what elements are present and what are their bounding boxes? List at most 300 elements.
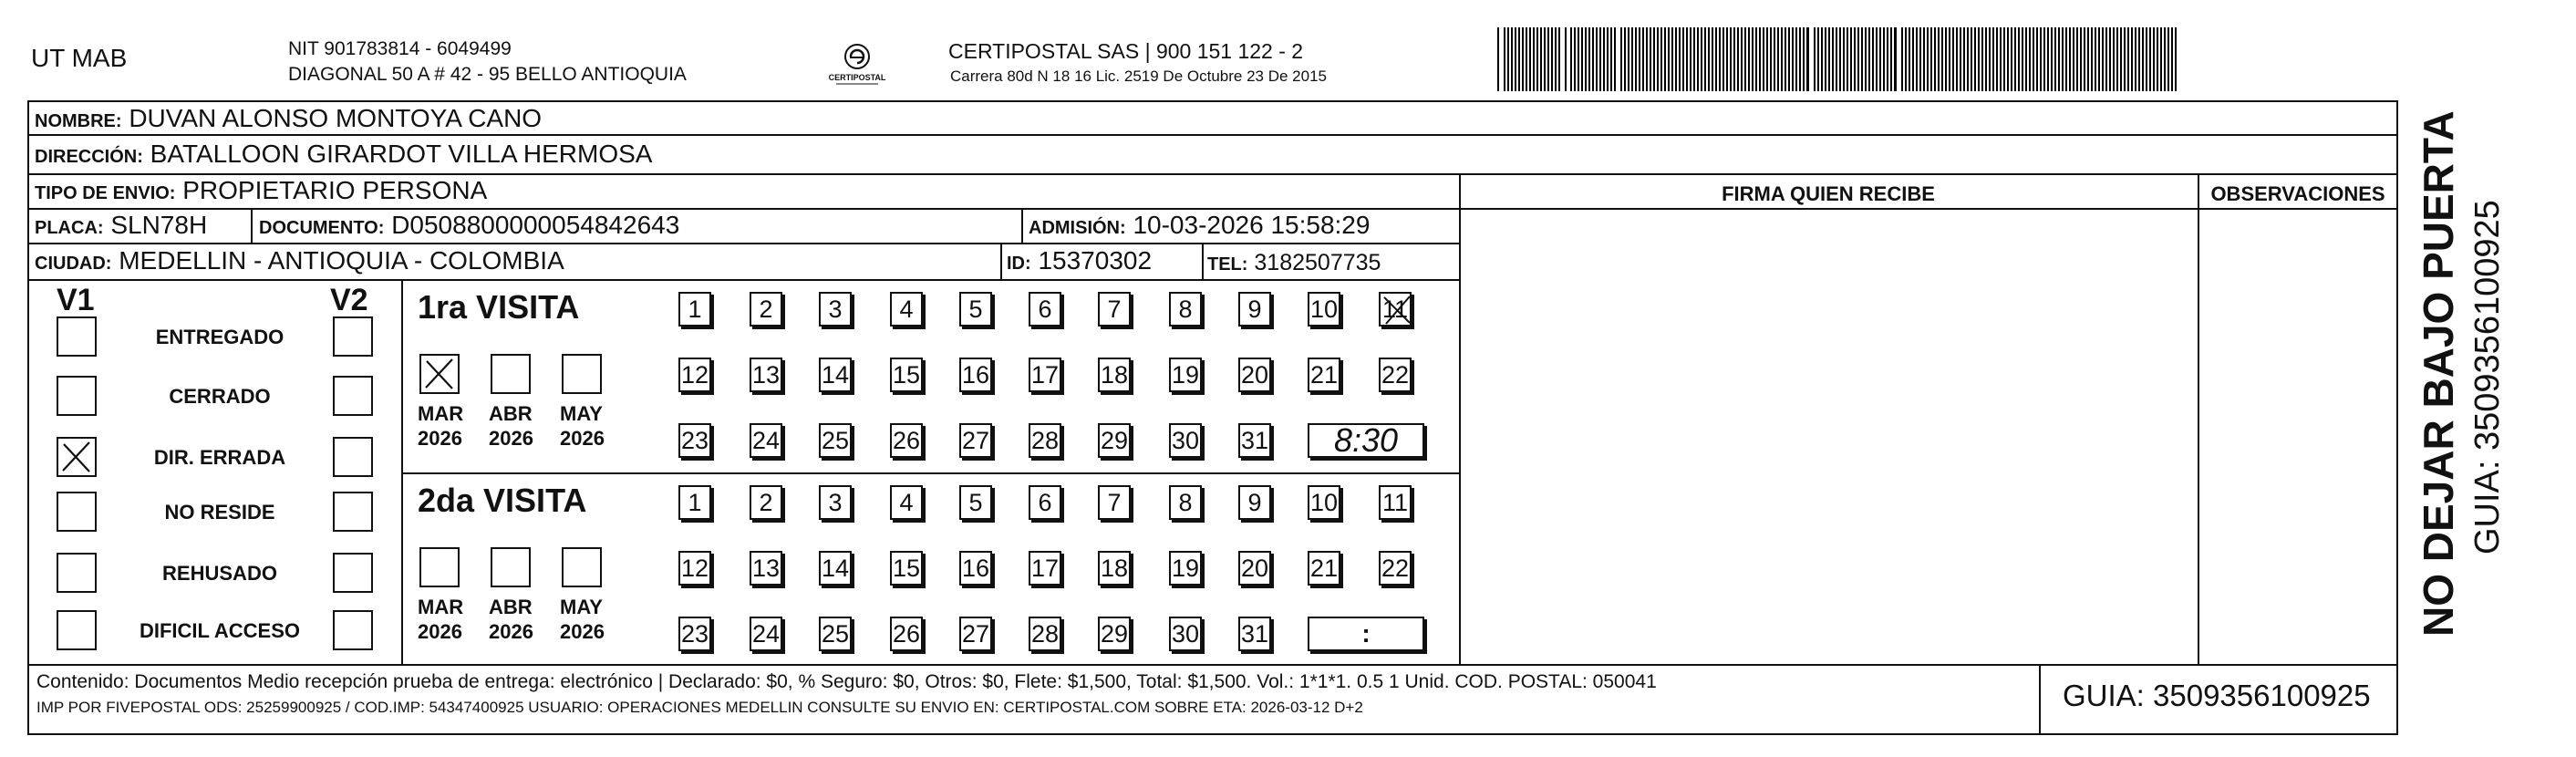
day-box[interactable]: 25 (819, 423, 852, 458)
barcode-bar (2025, 27, 2027, 91)
barcode-bar (2087, 27, 2089, 91)
month-label (418, 595, 463, 644)
barcode-bar (1614, 27, 1616, 91)
barcode-bar (1544, 27, 1546, 91)
barcode-bar (1686, 27, 1688, 91)
barcode-bar (1836, 27, 1837, 91)
v2-checkbox[interactable] (333, 492, 373, 532)
placa-value: SLN78H (110, 211, 208, 239)
barcode-bar (2124, 27, 2126, 91)
tel-value: 3182507735 (1254, 250, 1381, 275)
barcode-bar (1592, 27, 1594, 91)
day-box[interactable]: 3 (819, 292, 852, 327)
barcode-bar (1850, 27, 1852, 91)
barcode-bar (1631, 27, 1633, 91)
day-box[interactable]: 21 (1308, 358, 1340, 392)
svg-text:CERTIPOSTAL: CERTIPOSTAL (828, 73, 886, 82)
admision-row (1029, 210, 1370, 244)
ciudad-label: CIUDAD: (35, 254, 112, 274)
day-box[interactable]: 16 (959, 551, 992, 586)
day-box[interactable]: 29 (1098, 617, 1131, 651)
day-box[interactable]: 22 (1379, 551, 1412, 586)
barcode-bar (1971, 27, 1972, 91)
v2-label: V2 (330, 283, 368, 317)
barcode-bar (2047, 27, 2049, 91)
month-label (560, 595, 605, 644)
barcode-bar (1497, 27, 1499, 91)
day-box[interactable]: 18 (1098, 358, 1131, 392)
barcode-bar (1511, 27, 1513, 91)
side-text (2407, 91, 2526, 638)
barcode-bar (1763, 27, 1764, 91)
month-label (418, 401, 463, 451)
month-checkbox[interactable] (491, 547, 531, 587)
barcode-bar (1770, 27, 1772, 91)
barcode-bar (1996, 27, 1998, 91)
barcode-bar (1752, 27, 1754, 91)
barcode-bar (2105, 27, 2107, 91)
day-box[interactable]: 23 (678, 617, 711, 651)
barcode-bar (1843, 27, 1845, 91)
barcode-bar (1596, 27, 1598, 91)
barcode-bar (1766, 27, 1768, 91)
barcode-bar (2054, 27, 2056, 91)
v2-checkbox[interactable] (333, 553, 373, 593)
v1-checkbox[interactable] (57, 492, 97, 532)
barcode-bar (1712, 27, 1713, 91)
barcode-bar (1832, 27, 1834, 91)
barcode-bar (2000, 27, 2002, 91)
day-box[interactable]: 12 (678, 551, 711, 586)
barcode-bar (1708, 27, 1710, 91)
admision-label: ADMISIÓN: (1029, 218, 1126, 238)
visit-title: 2da VISITA (418, 482, 587, 519)
barcode (1497, 27, 2177, 91)
day-box[interactable]: 11 (1379, 485, 1412, 520)
company-address: DIAGONAL 50 A # 42 - 95 BELLO ANTIOQUIA (288, 64, 687, 85)
barcode-bar (1693, 27, 1695, 91)
barcode-bar (2131, 27, 2133, 91)
v2-checkbox[interactable] (333, 316, 373, 357)
documento-value: D0508800000054842643 (391, 211, 680, 239)
barcode-bar (1876, 27, 1878, 91)
barcode-bar (2007, 27, 2009, 91)
documento-row (259, 210, 679, 244)
month-label (489, 595, 533, 644)
barcode-bar (1777, 27, 1779, 91)
barcode-bar (1919, 27, 1921, 91)
barcode-bar (1650, 27, 1651, 91)
day-box[interactable]: 12 (678, 358, 711, 392)
barcode-bar (1679, 27, 1681, 91)
v2-checkbox[interactable] (333, 376, 373, 416)
barcode-bar (1828, 27, 1830, 91)
barcode-bar (1949, 27, 1950, 91)
barcode-bar (2058, 27, 2060, 91)
barcode-bar (1901, 27, 1903, 91)
day-box[interactable]: 28 (1029, 423, 1061, 458)
day-box[interactable]: 27 (959, 423, 992, 458)
barcode-bar (1894, 27, 1897, 91)
day-box[interactable]: 21 (1308, 551, 1340, 586)
day-box[interactable]: 16 (959, 358, 992, 392)
barcode-bar (1660, 27, 1662, 91)
day-box[interactable]: 28 (1029, 617, 1061, 651)
barcode-bar (1715, 27, 1717, 91)
barcode-bar (2157, 27, 2158, 91)
barcode-bar (1938, 27, 1940, 91)
month-name: MAY (560, 402, 603, 425)
id-label: ID: (1007, 254, 1031, 274)
barcode-bar (1682, 27, 1684, 91)
barcode-bar (1909, 27, 1910, 91)
barcode-bar (2062, 27, 2064, 91)
barcode-bar (1879, 27, 1881, 91)
footer-line1: Contenido: Documentos Medio recepción prueba de entrega: electrónico | Declarado: $0, % Seguro: $0, Otros: $0, Flete: $1,500, Total: $1,500. Vol.: 1*1*1. 0.5 1 Unid. COD. POSTAL: 050041 (36, 671, 1657, 692)
barcode-bar (1806, 27, 1809, 91)
month-name: ABR (489, 402, 533, 425)
ciudad-row (35, 245, 564, 279)
barcode-bar (2022, 27, 2023, 91)
v1-label: V1 (57, 283, 95, 317)
barcode-bar (1653, 27, 1655, 91)
barcode-bar (1533, 27, 1535, 91)
barcode-bar (2098, 27, 2100, 91)
month-year: 2026 (489, 427, 533, 450)
barcode-bar (1504, 27, 1505, 91)
direccion-label: DIRECCIÓN: (35, 147, 143, 167)
barcode-bar (1912, 27, 1914, 91)
id-row (1007, 245, 1152, 279)
day-box[interactable]: 20 (1238, 551, 1271, 586)
barcode-bar (1668, 27, 1670, 91)
barcode-bar (1861, 27, 1863, 91)
barcode-bar (1795, 27, 1797, 91)
barcode-bar (2080, 27, 2082, 91)
barcode-bar (1847, 27, 1848, 91)
barcode-bar (2069, 27, 2071, 91)
barcode-bar (2076, 27, 2078, 91)
day-box[interactable]: 8 (1169, 292, 1202, 327)
day-box[interactable]: 2 (750, 485, 782, 520)
barcode-bar (2040, 27, 2042, 91)
barcode-bar (1785, 27, 1786, 91)
day-box[interactable]: 10 (1308, 485, 1340, 520)
barcode-bar (1741, 27, 1743, 91)
day-box[interactable]: 19 (1169, 358, 1202, 392)
barcode-bar (1719, 27, 1721, 91)
barcode-bar (2102, 27, 2104, 91)
day-box[interactable]: 4 (890, 485, 923, 520)
day-box[interactable]: 1 (678, 292, 711, 327)
id-value: 15370302 (1038, 246, 1153, 275)
day-box[interactable]: 30 (1169, 423, 1202, 458)
placa-label: PLACA: (35, 218, 104, 238)
v1-checkbox[interactable] (57, 610, 97, 650)
day-box[interactable]: 9 (1238, 292, 1271, 327)
day-box[interactable]: 9 (1238, 485, 1271, 520)
barcode-bar (1755, 27, 1757, 91)
day-box[interactable]: 25 (819, 617, 852, 651)
barcode-bar (2153, 27, 2155, 91)
month-checkbox[interactable] (419, 547, 460, 587)
status-label: CERRADO (169, 385, 271, 408)
day-box[interactable]: 15 (890, 358, 923, 392)
barcode-bar (1522, 27, 1524, 91)
day-box[interactable]: 14 (819, 551, 852, 586)
barcode-bar (2113, 27, 2115, 91)
barcode-bar (1799, 27, 1801, 91)
barcode-bar (2036, 27, 2038, 91)
day-box[interactable]: 20 (1238, 358, 1271, 392)
visit-title: 1ra VISITA (418, 288, 580, 326)
barcode-bar (1890, 27, 1892, 91)
barcode-bar (1610, 27, 1612, 91)
status-label: ENTREGADO (155, 326, 284, 348)
barcode-bar (1551, 27, 1553, 91)
day-box[interactable]: 3 (819, 485, 852, 520)
barcode-bar (2135, 27, 2136, 91)
barcode-bar (1671, 27, 1673, 91)
barcode-bar (2127, 27, 2129, 91)
barcode-bar (1737, 27, 1739, 91)
barcode-bar (1992, 27, 1994, 91)
barcode-bar (1657, 27, 1659, 91)
barcode-bar (2175, 27, 2177, 91)
tipo-value: PROPIETARIO PERSONA (182, 176, 488, 204)
documento-label: DOCUMENTO: (259, 218, 385, 238)
barcode-bar (1981, 27, 1983, 91)
day-box[interactable]: 8 (1169, 485, 1202, 520)
v1-checkbox[interactable] (57, 316, 97, 357)
barcode-bar (2003, 27, 2005, 91)
tipo-row (35, 175, 487, 209)
day-box[interactable]: 30 (1169, 617, 1202, 651)
barcode-bar (1974, 27, 1976, 91)
day-box[interactable]: 17 (1029, 358, 1061, 392)
day-box[interactable]: 14 (819, 358, 852, 392)
tel-row (1207, 247, 1381, 280)
barcode-bar (1555, 27, 1557, 91)
barcode-bar (1565, 27, 1567, 91)
barcode-bar (2084, 27, 2085, 91)
barcode-bar (2120, 27, 2122, 91)
barcode-bar (1865, 27, 1867, 91)
firma-label: FIRMA QUIEN RECIBE (1722, 182, 1935, 205)
time-box[interactable]: : (1308, 617, 1424, 651)
day-box[interactable]: 29 (1098, 423, 1131, 458)
barcode-bar (1821, 27, 1823, 91)
barcode-bar (2142, 27, 2144, 91)
barcode-bar (1774, 27, 1775, 91)
month-label (560, 401, 605, 451)
direccion-value: BATALLOON GIRARDOT VILLA HERMOSA (150, 140, 653, 168)
v2-checkbox[interactable] (333, 610, 373, 650)
observaciones-label: OBSERVACIONES (2210, 182, 2385, 205)
day-box[interactable]: 24 (750, 617, 782, 651)
day-box[interactable]: 24 (750, 423, 782, 458)
company-nit: NIT 901783814 - 6049499 (288, 38, 512, 59)
barcode-bar (1803, 27, 1805, 91)
barcode-bar (1985, 27, 1987, 91)
barcode-bar (1607, 27, 1609, 91)
barcode-bar (2164, 27, 2166, 91)
barcode-bar (2167, 27, 2169, 91)
nombre-label: NOMBRE: (35, 111, 122, 131)
month-name: MAY (560, 596, 603, 618)
status-label: NO RESIDE (164, 501, 275, 524)
time-box[interactable]: 8:30 (1308, 423, 1424, 458)
barcode-bar (1941, 27, 1943, 91)
side-guia: GUIA: 3509356100925 (2468, 200, 2507, 555)
day-box[interactable]: 17 (1029, 551, 1061, 586)
barcode-bar (1945, 27, 1947, 91)
barcode-bar (2065, 27, 2067, 91)
v1-checkbox[interactable] (57, 437, 97, 477)
day-box[interactable]: 26 (890, 617, 923, 651)
barcode-bar (1529, 27, 1531, 91)
month-year: 2026 (560, 427, 605, 450)
barcode-bar (1723, 27, 1724, 91)
barcode-bar (2095, 27, 2096, 91)
barcode-bar (1960, 27, 1961, 91)
barcode-bar (2109, 27, 2111, 91)
day-box[interactable]: 13 (750, 358, 782, 392)
barcode-bar (2149, 27, 2151, 91)
barcode-bar (1675, 27, 1677, 91)
barcode-bar (1730, 27, 1732, 91)
barcode-bar (1558, 27, 1560, 91)
certipostal-logo (825, 40, 889, 91)
footer-guia: GUIA: 3509356100925 (2063, 679, 2371, 712)
day-box[interactable]: 5 (959, 292, 992, 327)
side-warning: NO DEJAR BAJO PUERTA (2415, 110, 2462, 637)
barcode-bar (2091, 27, 2093, 91)
admision-value: 10-03-2026 15:58:29 (1133, 211, 1371, 239)
barcode-bar (2033, 27, 2034, 91)
day-box[interactable]: 31 (1238, 617, 1271, 651)
month-year: 2026 (489, 620, 533, 643)
day-box[interactable]: 23 (678, 423, 711, 458)
day-box[interactable]: 13 (750, 551, 782, 586)
barcode-bar (1887, 27, 1888, 91)
month-name: MAR (418, 402, 464, 425)
barcode-bar (1857, 27, 1859, 91)
barcode-bar (1952, 27, 1954, 91)
day-box[interactable]: 19 (1169, 551, 1202, 586)
barcode-bar (1628, 27, 1629, 91)
barcode-bar (2029, 27, 2031, 91)
barcode-bar (1570, 27, 1572, 91)
status-label: DIR. ERRADA (153, 446, 286, 469)
barcode-bar (1872, 27, 1874, 91)
v2-checkbox[interactable] (333, 437, 373, 477)
barcode-bar (1581, 27, 1583, 91)
barcode-bar (1967, 27, 1969, 91)
barcode-bar (1704, 27, 1706, 91)
day-box[interactable]: 11 (1379, 292, 1412, 327)
barcode-bar (2138, 27, 2140, 91)
month-name: ABR (489, 596, 533, 618)
barcode-bar (1989, 27, 1991, 91)
day-box[interactable]: 18 (1098, 551, 1131, 586)
barcode-bar (1748, 27, 1750, 91)
day-box[interactable]: 4 (890, 292, 923, 327)
day-box[interactable]: 6 (1029, 292, 1061, 327)
barcode-bar (1515, 27, 1516, 91)
barcode-bar (1697, 27, 1699, 91)
carrier-address: Carrera 80d N 18 16 Lic. 2519 De Octubre 23 De 2015 (950, 67, 1327, 85)
day-box[interactable]: 22 (1379, 358, 1412, 392)
day-box[interactable]: 2 (750, 292, 782, 327)
company-name: UT MAB (31, 44, 128, 72)
barcode-bar (1883, 27, 1885, 91)
status-label: DIFICIL ACCESO (139, 619, 300, 642)
barcode-bar (1578, 27, 1579, 91)
barcode-bar (1701, 27, 1702, 91)
ciudad-value: MEDELLIN - ANTIOQUIA - COLOMBIA (119, 246, 564, 275)
barcode-bar (1839, 27, 1841, 91)
barcode-bar (1905, 27, 1907, 91)
barcode-bar (2018, 27, 2020, 91)
barcode-bar (2011, 27, 2012, 91)
v1-checkbox[interactable] (57, 376, 97, 416)
barcode-bar (1963, 27, 1965, 91)
barcode-bar (2043, 27, 2045, 91)
month-checkbox[interactable] (562, 547, 602, 587)
barcode-bar (1536, 27, 1538, 91)
barcode-bar (1733, 27, 1735, 91)
day-box[interactable]: 6 (1029, 485, 1061, 520)
barcode-bar (1620, 27, 1622, 91)
barcode-bar (1744, 27, 1746, 91)
nombre-row (35, 103, 542, 137)
day-box[interactable]: 1 (678, 485, 711, 520)
barcode-bar (1923, 27, 1925, 91)
month-name: MAR (418, 596, 464, 618)
barcode-bar (1868, 27, 1870, 91)
barcode-bar (2116, 27, 2118, 91)
day-box[interactable]: 15 (890, 551, 923, 586)
day-box[interactable]: 7 (1098, 485, 1131, 520)
day-box[interactable]: 26 (890, 423, 923, 458)
month-label (489, 401, 533, 451)
barcode-bar (1518, 27, 1520, 91)
barcode-bar (2171, 27, 2173, 91)
month-checkbox[interactable] (491, 354, 531, 394)
barcode-bar (1547, 27, 1549, 91)
day-box[interactable]: 27 (959, 617, 992, 651)
day-box[interactable]: 7 (1098, 292, 1131, 327)
day-box[interactable]: 5 (959, 485, 992, 520)
month-checkbox[interactable] (562, 354, 602, 394)
day-box[interactable]: 10 (1308, 292, 1340, 327)
month-checkbox[interactable] (419, 354, 460, 394)
barcode-bar (1603, 27, 1605, 91)
barcode-bar (1956, 27, 1958, 91)
barcode-bar (1624, 27, 1626, 91)
barcode-bar (2051, 27, 2053, 91)
v1-checkbox[interactable] (57, 553, 97, 593)
barcode-bar (1585, 27, 1587, 91)
barcode-bar (1507, 27, 1509, 91)
carrier-name: CERTIPOSTAL SAS | 900 151 122 - 2 (948, 39, 1304, 63)
barcode-bar (1574, 27, 1576, 91)
barcode-bar (1817, 27, 1819, 91)
barcode-bar (1540, 27, 1542, 91)
day-box[interactable]: 31 (1238, 423, 1271, 458)
month-year: 2026 (418, 620, 462, 643)
